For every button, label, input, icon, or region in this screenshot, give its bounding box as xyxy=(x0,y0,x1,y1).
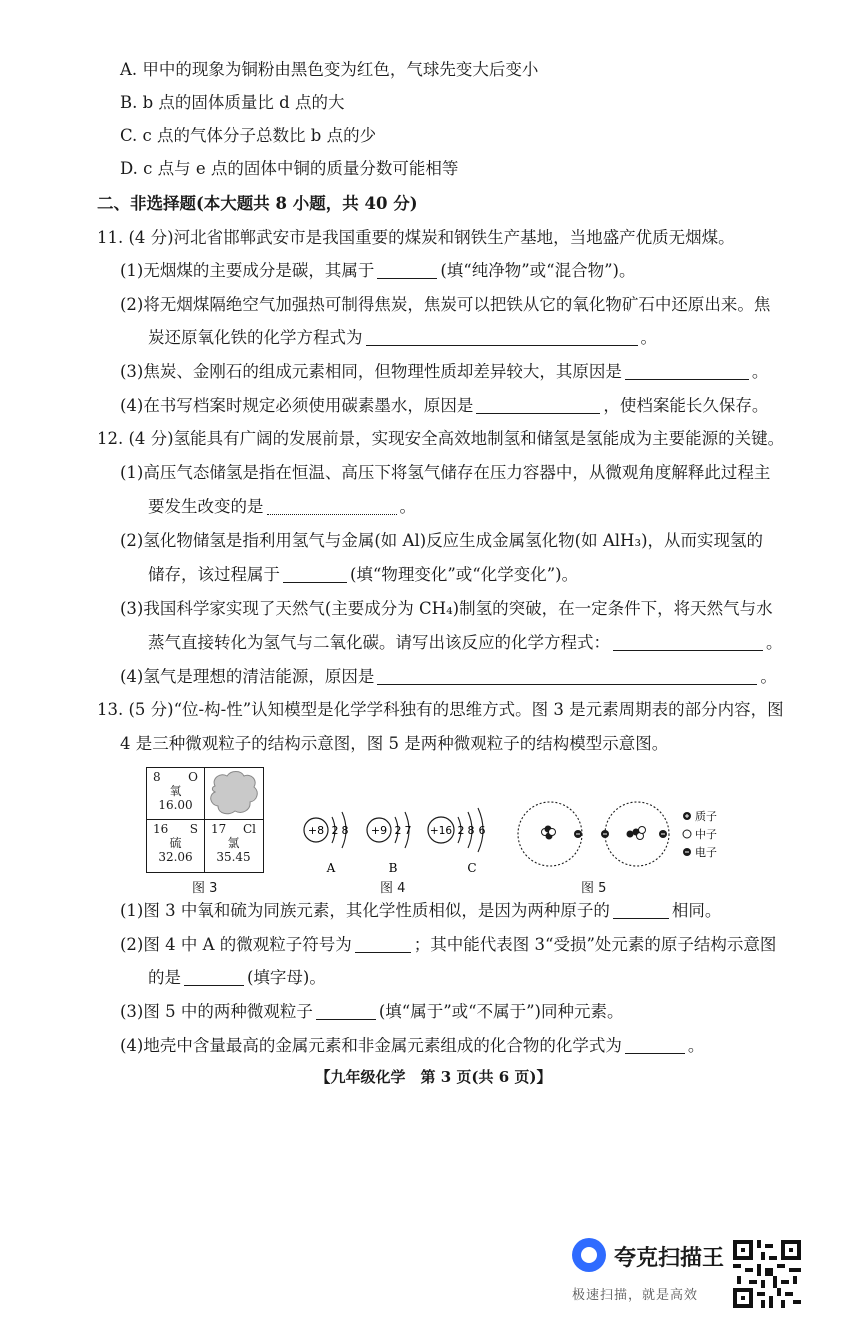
q12-part4-text: (4)氢气是理想的清洁能源，原因是 xyxy=(120,667,375,686)
answer-blank[interactable] xyxy=(476,397,600,414)
q11-part3-end: 。 xyxy=(751,362,769,381)
figure-4-atom-diagrams xyxy=(296,800,502,880)
brand-slogan: 极速扫描，就是高效 xyxy=(572,1288,699,1303)
q11-part2 xyxy=(148,327,657,349)
answer-blank[interactable] xyxy=(316,1003,376,1020)
figure-5-caption: 图 5 xyxy=(581,881,607,896)
q12-part1 xyxy=(148,496,416,518)
answer-blank[interactable] xyxy=(355,936,411,953)
svg-text:+9: +9 xyxy=(370,824,388,837)
q12-part3 xyxy=(148,632,783,654)
q11-part4-end: ，使档案能长久保存。 xyxy=(603,396,769,415)
q11-part2-end: 。 xyxy=(640,328,657,347)
q12-part3-end: 。 xyxy=(766,633,783,652)
q11-part2-text: 炭还原氧化铁的化学方程式为 xyxy=(148,328,363,347)
qr-code-icon xyxy=(733,1240,801,1308)
q13-part2-text3: 的是 xyxy=(148,968,181,987)
atom-model-2 xyxy=(601,802,669,866)
figure-4-caption: 图 4 xyxy=(380,881,406,896)
element-cell-damaged xyxy=(205,768,262,819)
q12-part1-text: 要发生改变的是 xyxy=(148,497,264,516)
answer-blank[interactable] xyxy=(625,363,749,380)
q13-part2-hint: (填字母)。 xyxy=(247,968,326,987)
svg-text:B: B xyxy=(388,861,398,875)
q13-part3-hint: (填“属于”或“不属于”)同种元素。 xyxy=(378,1002,624,1021)
svg-text:2: 2 xyxy=(394,824,402,837)
page-footer: 【九年级化学 第 3 页(共 6 页)】 xyxy=(315,1068,552,1086)
answer-blank[interactable] xyxy=(366,329,638,346)
q12-part3-text: 蒸气直接转化为氢气与二氧化碳。请写出该反应的化学方程式： xyxy=(148,633,610,652)
brand-name: 夸克扫描王 xyxy=(614,1246,725,1271)
q12-stem: 12. (4 分)氢能具有广阔的发展前景，实现安全高效地制氢和储氢是氢能成为主要能源的关键。 xyxy=(97,429,785,448)
svg-text:2: 2 xyxy=(331,824,339,837)
atom-model-1 xyxy=(518,802,582,866)
q12-part3-line1: (3)我国科学家实现了天然气(主要成分为 CH₄)制氢的突破，在一定条件下，将天然气与水 xyxy=(120,599,773,618)
option-b: B. b 点的固体质量比 d 点的大 xyxy=(120,93,345,112)
q11-part1 xyxy=(120,260,636,282)
option-d: D. c 点与 e 点的固体中铜的质量分数可能相等 xyxy=(120,159,459,178)
q13-part2-text2: ；其中能代表图 3“受损”处元素的原子结构示意图 xyxy=(413,935,777,954)
atom-diagram-a xyxy=(304,812,349,875)
q13-stem-line1: 13. (5 分)“位-构-性”认知模型是化学学科独有的思维方式。图 3 是元素周期表的部分内容，图 xyxy=(97,700,784,719)
q11-part2-line1: (2)将无烟煤隔绝空气加强热可制得焦炭，焦炭可以把铁从它的氧化物矿石中还原出来。焦 xyxy=(120,295,771,314)
svg-text:+16: +16 xyxy=(429,825,453,837)
element-cell-oxygen: 8 O 氧 16.00 xyxy=(153,770,198,812)
answer-blank[interactable] xyxy=(613,902,669,919)
q11-part1-hint: (填“纯净物”或“混合物”)。 xyxy=(440,261,636,280)
q13-part2-line2 xyxy=(148,967,326,989)
q13-part4-end: 。 xyxy=(687,1036,705,1055)
figure-5-legend xyxy=(683,809,717,859)
svg-text:8: 8 xyxy=(467,824,475,837)
q11-part4 xyxy=(120,395,768,417)
atom-diagram-b xyxy=(367,812,412,875)
q11-part1-text: (1)无烟煤的主要成分是碳，其属于 xyxy=(120,261,375,280)
answer-blank[interactable] xyxy=(377,262,437,279)
q13-part1 xyxy=(120,900,721,922)
q12-part2-hint: (填“物理变化”或“化学变化”)。 xyxy=(350,565,579,584)
q13-part4-text: (4)地壳中含量最高的金属元素和非金属元素组成的化合物的化学式为 xyxy=(120,1036,622,1055)
answer-blank[interactable] xyxy=(377,668,757,685)
legend-electron: 电子 xyxy=(695,846,717,859)
figure-3-periodic-table xyxy=(146,767,264,873)
q12-part2 xyxy=(148,564,578,586)
q13-part2-text: (2)图 4 中 A 的微观粒子符号为 xyxy=(120,935,352,954)
damaged-stain-icon xyxy=(205,768,262,819)
q12-part4-end: 。 xyxy=(760,667,777,686)
answer-blank[interactable] xyxy=(625,1037,685,1054)
q12-part2-line1: (2)氢化物储氢是指利用氢气与金属(如 Al)反应生成金属氢化物(如 AlH₃)，从而实现氢的 xyxy=(120,531,764,550)
q13-part3 xyxy=(120,1001,624,1023)
figure-5-atom-models xyxy=(512,796,727,876)
q11-part3-text: (3)焦炭、金刚石的组成元素相同，但物理性质却差异较大，其原因是 xyxy=(120,362,622,381)
q13-part3-text: (3)图 5 中的两种微观粒子 xyxy=(120,1002,313,1021)
figure-3-caption: 图 3 xyxy=(192,881,218,896)
svg-text:7: 7 xyxy=(404,824,412,837)
option-a: A. 甲中的现象为铜粉由黑色变为红色，气球先变大后变小 xyxy=(120,60,539,79)
svg-text:+8: +8 xyxy=(307,824,325,837)
svg-text:A: A xyxy=(326,861,336,875)
q12-part4 xyxy=(120,666,777,688)
section-heading: 二、非选择题(本大题共 8 小题，共 40 分) xyxy=(97,194,418,213)
atom-diagram-c xyxy=(428,808,486,875)
svg-text:6: 6 xyxy=(478,824,486,837)
q13-part1-text: (1)图 3 中氧和硫为同族元素，其化学性质相似，是因为两种原子的 xyxy=(120,901,610,920)
answer-blank[interactable] xyxy=(184,969,244,986)
q12-part2-text: 储存，该过程属于 xyxy=(148,565,280,584)
svg-text:C: C xyxy=(467,861,477,875)
answer-blank[interactable] xyxy=(267,498,397,515)
legend-neutron: 中子 xyxy=(695,828,717,841)
q12-part1-end: 。 xyxy=(399,497,416,516)
legend-proton: 质子 xyxy=(695,810,717,823)
quark-logo-icon xyxy=(572,1238,606,1272)
q13-stem-line2: 4 是三种微观粒子的结构示意图，图 5 是两种微观粒子的结构模型示意图。 xyxy=(120,734,669,753)
svg-text:2: 2 xyxy=(457,824,465,837)
answer-blank[interactable] xyxy=(613,634,763,651)
q13-part1-end: 相同。 xyxy=(671,901,722,920)
answer-blank[interactable] xyxy=(283,566,347,583)
q11-stem: 11. (4 分)河北省邯郸武安市是我国重要的煤炭和钢铁生产基地，当地盛产优质无烟煤。 xyxy=(97,228,735,247)
q12-part1-line1: (1)高压气态储氢是指在恒温、高压下将氢气储存在压力容器中，从微观角度解释此过程主 xyxy=(120,463,771,482)
option-c: C. c 点的气体分子总数比 b 点的少 xyxy=(120,126,377,145)
element-cell-chlorine: 17 Cl 氯 35.45 xyxy=(211,822,256,864)
svg-text:8: 8 xyxy=(341,824,349,837)
q11-part3 xyxy=(120,361,768,383)
q13-part4 xyxy=(120,1035,704,1057)
element-cell-sulfur: 16 S 硫 32.06 xyxy=(153,822,198,864)
q11-part4-text: (4)在书写档案时规定必须使用碳素墨水，原因是 xyxy=(120,396,474,415)
q13-part2 xyxy=(120,934,776,956)
